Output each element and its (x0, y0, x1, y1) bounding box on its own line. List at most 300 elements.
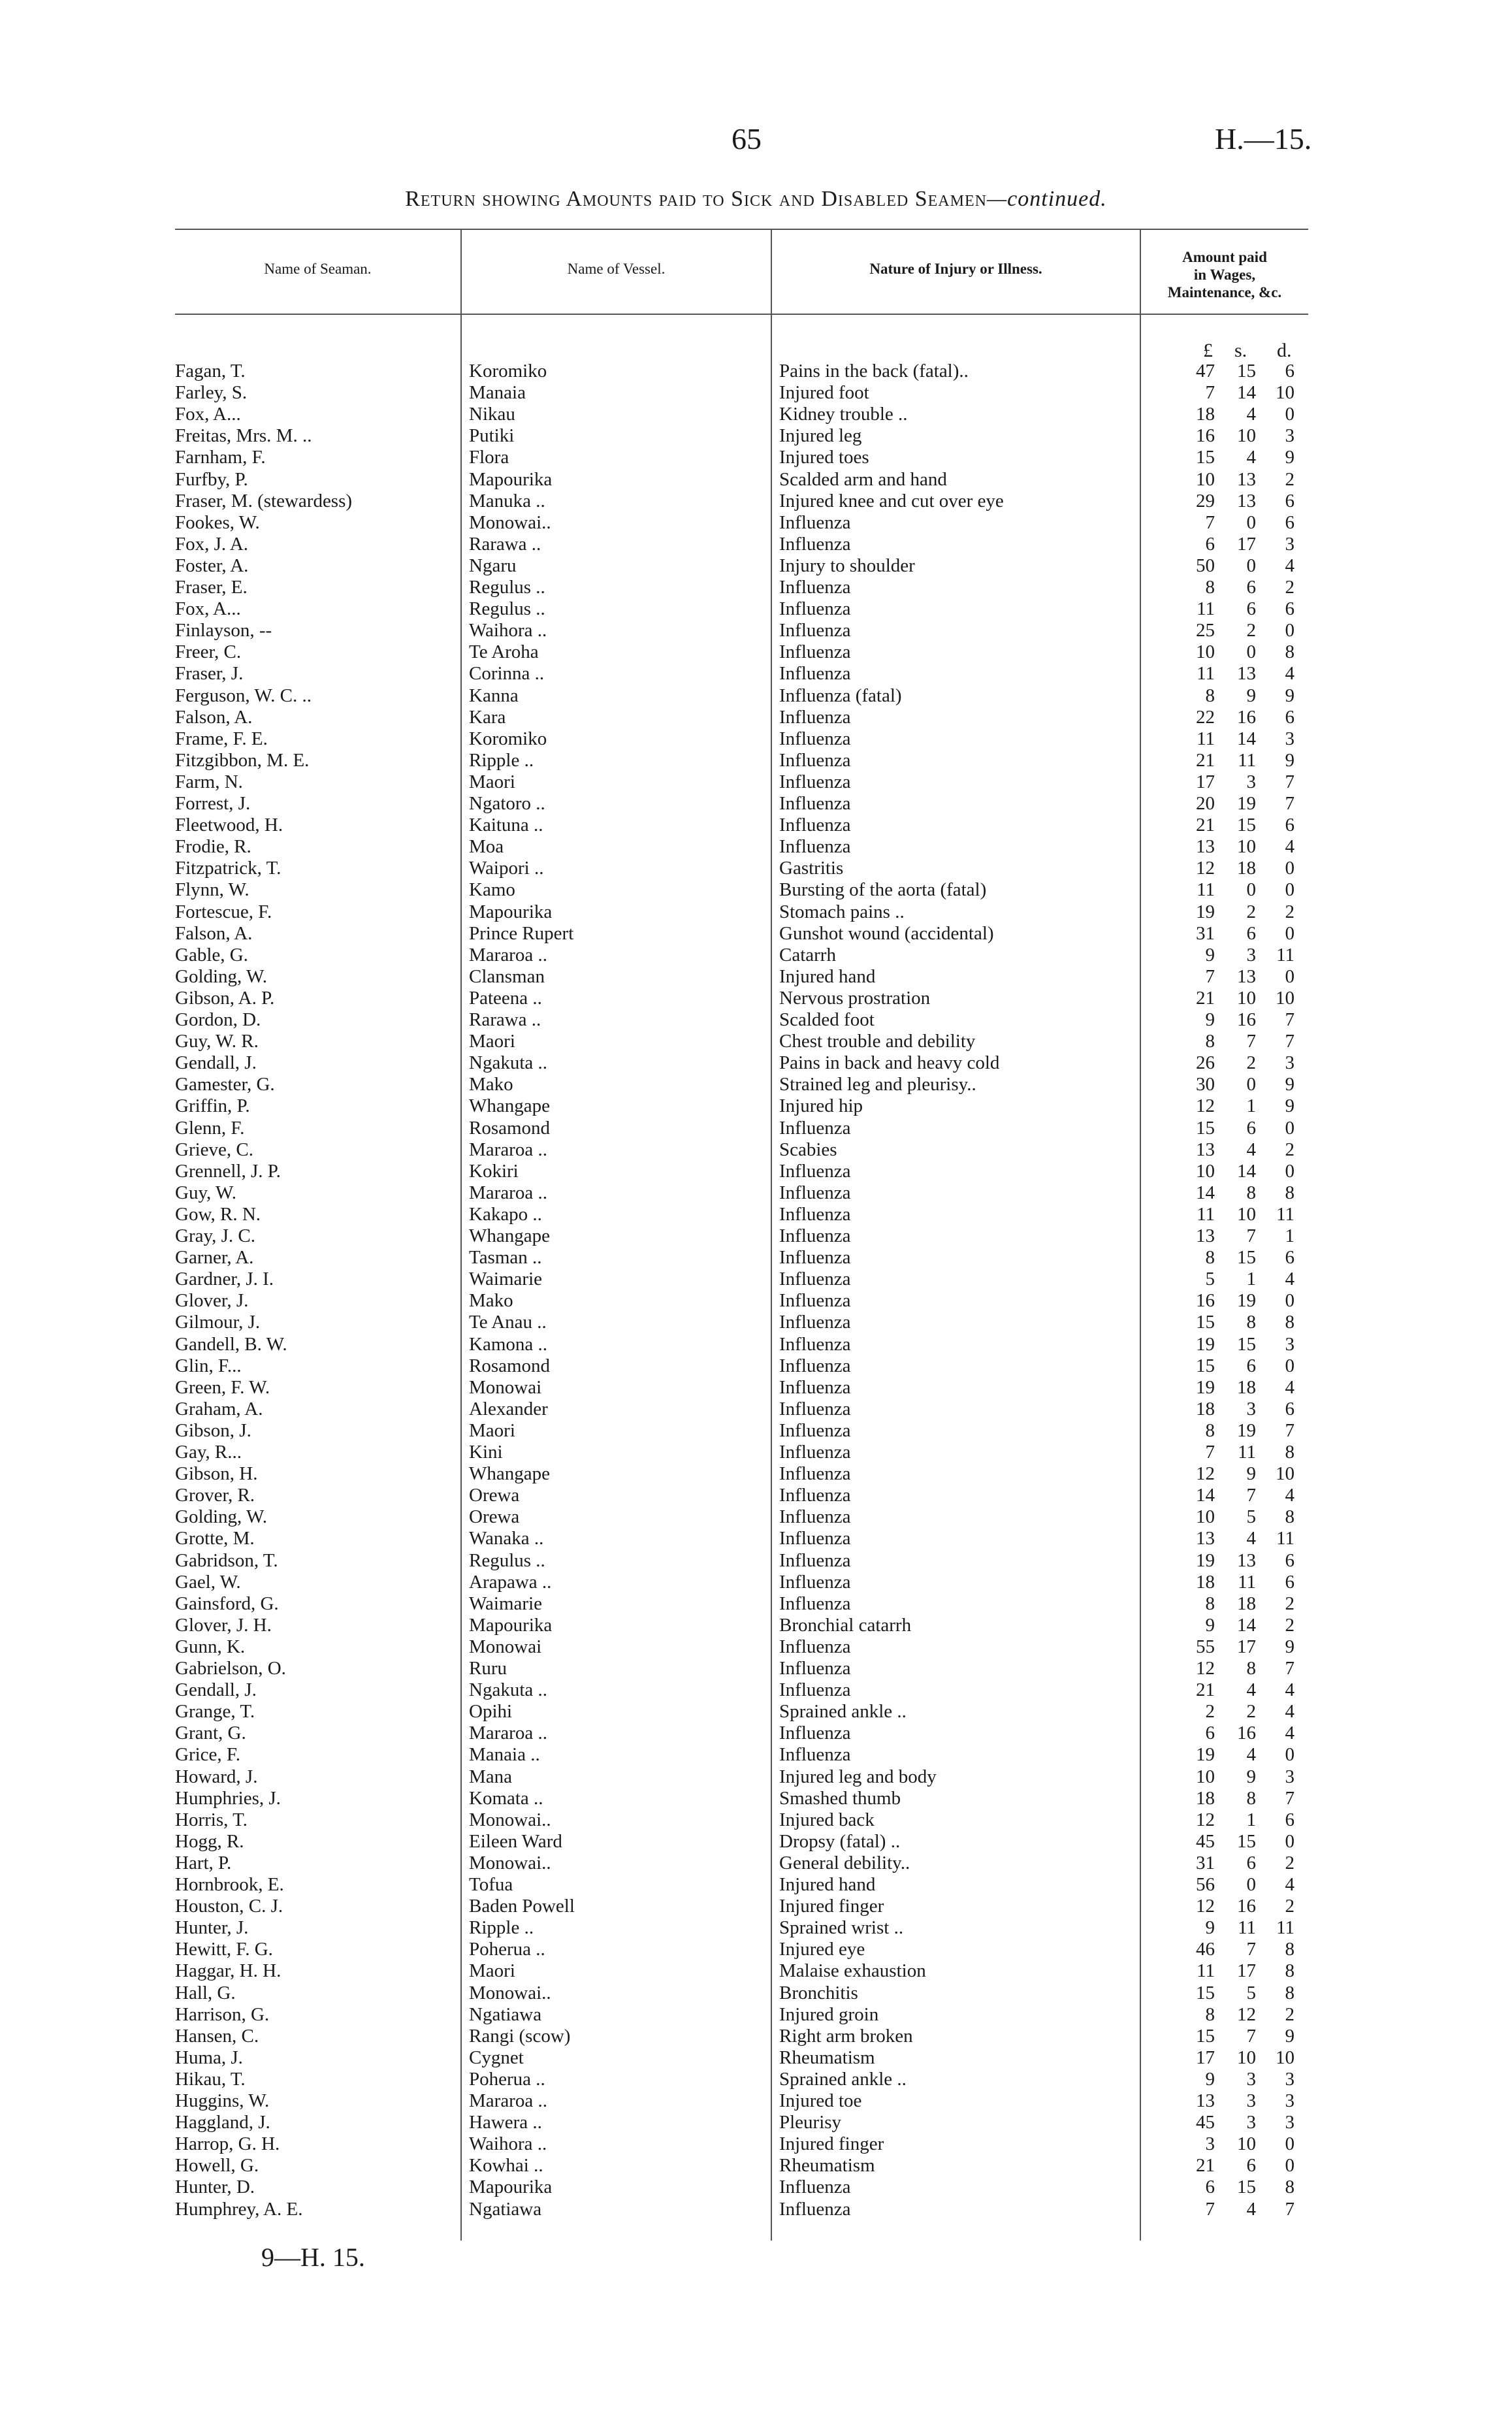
seaman-name: Gandell, B. W. (175, 1333, 287, 1355)
table-row (0, 1701, 1512, 1723)
injury-nature: Pleurisy (779, 2112, 842, 2133)
amount-pence: 0 (1285, 620, 1295, 641)
vessel-name: Mararoa .. (469, 2090, 547, 2111)
vessel-name: Waihora .. (469, 2133, 547, 2155)
injury-nature: Influenza (779, 1203, 851, 1225)
injury-nature: Influenza (779, 1485, 851, 1506)
amount-pounds: 15 (1196, 1117, 1215, 1139)
table-row (0, 1896, 1512, 1917)
vessel-name: Flora (469, 447, 509, 468)
injury-nature: Influenza (779, 1442, 851, 1463)
table-row (0, 728, 1512, 750)
amount-pence: 8 (1285, 1506, 1295, 1528)
amount-shillings: 9 (1246, 1463, 1256, 1485)
vessel-name: Te Aroha (469, 641, 539, 663)
injury-nature: Rheumatism (779, 2047, 875, 2068)
injury-nature: Sprained wrist .. (779, 1917, 904, 1939)
amount-shillings: 7 (1246, 2025, 1256, 2047)
seaman-name: Gibson, H. (175, 1463, 258, 1485)
header-nature-of-injury: Nature of Injury or Illness. (869, 261, 1042, 277)
injury-nature: Catarrh (779, 944, 836, 965)
seaman-name: Haggar, H. H. (175, 1960, 281, 1982)
amount-shillings: 17 (1237, 533, 1256, 555)
seaman-name: Falson, A. (175, 706, 253, 728)
table-row (0, 1572, 1512, 1593)
vessel-name: Maori (469, 1419, 515, 1441)
seaman-name: Foster, A. (175, 555, 249, 576)
amount-shillings: 9 (1246, 685, 1256, 706)
vessel-name: Mapourika (469, 2177, 553, 2198)
injury-nature: Influenza (779, 1571, 851, 1593)
amount-pence: 8 (1285, 2177, 1295, 2198)
injury-nature: Injured hip (779, 1095, 863, 1117)
amount-pence: 7 (1285, 2198, 1295, 2220)
amount-shillings: 0 (1246, 641, 1256, 663)
table-row (0, 707, 1512, 728)
injury-nature: Injured knee and cut over eye (779, 490, 1004, 511)
injury-nature: Injured toe (779, 2090, 862, 2111)
injury-nature: Influenza (779, 706, 851, 728)
amount-shillings: 3 (1246, 944, 1256, 965)
amount-shillings: 3 (1246, 2112, 1256, 2133)
injury-nature: Pains in the back (fatal).. (779, 361, 969, 381)
seaman-name: Ferguson, W. C. .. (175, 685, 312, 706)
seaman-name: Grieve, C. (175, 1139, 253, 1160)
table-row (0, 2047, 1512, 2069)
table-row (0, 1853, 1512, 1874)
injury-nature: Influenza (779, 1333, 851, 1355)
table-row (0, 1831, 1512, 1853)
seaman-name: Finlayson, -- (175, 620, 272, 641)
seaman-name: Fraser, M. (stewardess) (175, 490, 353, 511)
seaman-name: Fookes, W. (175, 511, 260, 533)
vessel-name: Opihi (469, 1701, 513, 1723)
table-row (0, 945, 1512, 966)
injury-nature: Influenza (fatal) (779, 685, 902, 706)
seaman-name: Furfby, P. (175, 468, 248, 490)
table-row (0, 836, 1512, 858)
amount-pounds: 12 (1196, 1095, 1215, 1117)
seaman-name: Gabridson, T. (175, 1549, 278, 1571)
amount-pounds: 56 (1196, 1874, 1215, 1895)
amount-pounds: 5 (1205, 1269, 1215, 1290)
amount-shillings: 17 (1237, 1960, 1256, 1982)
amount-pence: 0 (1285, 858, 1295, 879)
injury-nature: Influenza (779, 620, 851, 641)
seaman-name: Gunn, K. (175, 1636, 246, 1657)
amount-pounds: 10 (1196, 468, 1215, 490)
table-row (0, 1442, 1512, 1463)
amount-pounds: 15 (1196, 1982, 1215, 2003)
table-row (0, 1528, 1512, 1549)
amount-pounds: 8 (1205, 2003, 1215, 2025)
injury-nature: Influenza (779, 836, 851, 858)
injury-nature: Influenza (779, 1723, 851, 1744)
vessel-name: Te Anau .. (469, 1312, 547, 1333)
amount-shillings: 3 (1246, 2090, 1256, 2111)
injury-nature: Smashed thumb (779, 1787, 901, 1809)
vessel-name: Orewa (469, 1485, 520, 1506)
vessel-name: Ruru (469, 1658, 507, 1679)
vessel-name: Mana (469, 1766, 513, 1787)
amount-shillings: 0 (1246, 1874, 1256, 1895)
vessel-name: Mako (469, 1290, 513, 1312)
amount-shillings: 1 (1246, 1809, 1256, 1830)
amount-pence: 4 (1285, 1701, 1295, 1723)
seaman-name: Fraser, J. (175, 663, 244, 685)
page-title (0, 187, 1512, 212)
seaman-name: Frame, F. E. (175, 728, 268, 749)
amount-pounds: 8 (1205, 577, 1215, 598)
amount-pounds: 9 (1205, 1614, 1215, 1636)
amount-pence: 3 (1285, 1052, 1295, 1074)
amount-pence: 11 (1276, 1528, 1295, 1549)
amount-shillings: 18 (1237, 1593, 1256, 1614)
seaman-name: Fitzgibbon, M. E. (175, 749, 310, 771)
vessel-name: Clansman (469, 965, 545, 987)
injury-nature: Bronchitis (779, 1982, 858, 2003)
amount-pence: 0 (1285, 965, 1295, 987)
seaman-name: Glin, F... (175, 1355, 242, 1376)
amount-shillings: 6 (1246, 2155, 1256, 2177)
seaman-name: Hall, G. (175, 1982, 236, 2003)
amount-shillings: 3 (1246, 1398, 1256, 1419)
seaman-name: Humphrey, A. E. (175, 2198, 303, 2220)
injury-nature: Influenza (779, 641, 851, 663)
injury-nature: Influenza (779, 663, 851, 685)
amount-pounds: 26 (1196, 1052, 1215, 1074)
injury-nature: Injured groin (779, 2003, 879, 2025)
table-row (0, 2155, 1512, 2177)
injury-nature: Injured finger (779, 1896, 884, 1917)
seaman-name: Hunter, D. (175, 2177, 255, 2198)
vessel-name: Kowhai .. (469, 2155, 543, 2177)
seaman-name: Fox, A... (175, 598, 241, 620)
amount-shillings: 14 (1237, 728, 1256, 749)
amount-pounds: 13 (1196, 1225, 1215, 1246)
amount-pounds: 6 (1205, 1723, 1215, 1744)
vessel-name: Prince Rupert (469, 922, 574, 944)
amount-pounds: 11 (1197, 728, 1215, 749)
vessel-name: Monowai (469, 1636, 542, 1657)
vessel-name: Mararoa .. (469, 1723, 547, 1744)
amount-pence: 0 (1285, 879, 1295, 901)
amount-pounds: 29 (1196, 490, 1215, 511)
vessel-name: Waimarie (469, 1593, 542, 1614)
amount-pounds: 9 (1205, 944, 1215, 965)
amount-shillings: 14 (1237, 382, 1256, 404)
amount-pounds: 8 (1205, 1031, 1215, 1052)
amount-pence: 10 (1276, 2047, 1295, 2068)
seaman-name: Harrop, G. H. (175, 2133, 280, 2155)
amount-pence: 3 (1285, 2112, 1295, 2133)
amount-shillings: 5 (1246, 1506, 1256, 1528)
injury-nature: Injured toes (779, 447, 869, 468)
table-row (0, 491, 1512, 512)
seaman-name: Haggland, J. (175, 2112, 270, 2133)
amount-pence: 3 (1285, 2068, 1295, 2090)
vessel-name: Waihora .. (469, 620, 547, 641)
amount-pounds: 9 (1205, 1009, 1215, 1030)
seaman-name: Gable, G. (175, 944, 248, 965)
vessel-name: Mararoa .. (469, 1182, 547, 1203)
vessel-name: Maori (469, 771, 515, 792)
seaman-name: Hornbrook, E. (175, 1874, 284, 1895)
amount-pounds: 30 (1196, 1074, 1215, 1095)
amount-pounds: 21 (1196, 815, 1215, 836)
amount-pence: 4 (1285, 1269, 1295, 1290)
table-row (0, 1290, 1512, 1312)
seaman-name: Garner, A. (175, 1247, 254, 1269)
amount-pence: 9 (1285, 1095, 1295, 1117)
table-row (0, 2004, 1512, 2026)
seaman-name: Guy, W. R. (175, 1031, 259, 1052)
vessel-name: Putiki (469, 425, 515, 447)
seaman-name: Grice, F. (175, 1744, 240, 1766)
amount-pounds: 18 (1196, 1571, 1215, 1593)
seaman-name: Gibson, J. (175, 1419, 251, 1441)
amount-pounds: 19 (1196, 1376, 1215, 1398)
amount-pence: 3 (1285, 1766, 1295, 1787)
injury-nature: Dropsy (fatal) .. (779, 1830, 901, 1852)
amount-pence: 0 (1285, 1117, 1295, 1139)
seaman-name: Fox, A... (175, 404, 241, 425)
amount-pence: 0 (1285, 2155, 1295, 2177)
table-row (0, 361, 1512, 382)
vessel-name: Mararoa .. (469, 1139, 547, 1160)
amount-pounds: 8 (1205, 685, 1215, 706)
amount-pounds: 21 (1196, 749, 1215, 771)
vessel-name: Koromiko (469, 728, 547, 749)
vessel-name: Manuka .. (469, 490, 545, 511)
amount-shillings: 6 (1246, 1117, 1256, 1139)
amount-shillings: 7 (1246, 1225, 1256, 1246)
vessel-name: Kakapo .. (469, 1203, 542, 1225)
table-row (0, 1679, 1512, 1701)
amount-shillings: 2 (1246, 1052, 1256, 1074)
amount-pence: 4 (1285, 555, 1295, 576)
vessel-name: Arapawa .. (469, 1571, 552, 1593)
injury-nature: Influenza (779, 1225, 851, 1246)
injury-nature: Stomach pains .. (779, 901, 905, 922)
amount-pence: 6 (1285, 1247, 1295, 1269)
table-row (0, 1809, 1512, 1831)
table-row (0, 901, 1512, 923)
vessel-name: Maori (469, 1960, 515, 1982)
injury-nature: Influenza (779, 1290, 851, 1312)
injury-nature: Influenza (779, 1658, 851, 1679)
amount-shillings: 1 (1246, 1095, 1256, 1117)
amount-pounds: 25 (1196, 620, 1215, 641)
table-row (0, 1874, 1512, 1896)
amount-shillings: 8 (1246, 1182, 1256, 1203)
amount-pence: 0 (1285, 2133, 1295, 2155)
injury-nature: Injured leg and body (779, 1766, 937, 1787)
amount-pounds: 13 (1196, 2090, 1215, 2111)
vessel-name: Kamo (469, 879, 515, 901)
seaman-name: Farley, S. (175, 382, 248, 404)
vessel-name: Monowai.. (469, 1852, 551, 1873)
table-row (0, 1334, 1512, 1355)
seaman-name: Forrest, J. (175, 793, 251, 814)
injury-nature: Scalded arm and hand (779, 468, 947, 490)
seaman-name: Flynn, W. (175, 879, 249, 901)
amount-pounds: 8 (1205, 1593, 1215, 1614)
amount-pounds: 45 (1196, 1830, 1215, 1852)
injury-nature: Influenza (779, 1355, 851, 1376)
table-row (0, 1074, 1512, 1095)
amount-shillings: 14 (1237, 1614, 1256, 1636)
seaman-name: Gainsford, G. (175, 1593, 279, 1614)
injury-nature: Influenza (779, 2198, 851, 2220)
table-row (0, 750, 1512, 771)
amount-pounds: 8 (1205, 1419, 1215, 1441)
amount-pence: 8 (1285, 1312, 1295, 1333)
injury-nature: Influenza (779, 2177, 851, 2198)
injury-nature: Gunshot wound (accidental) (779, 922, 994, 944)
amount-pounds: 46 (1196, 1939, 1215, 1960)
injury-nature: Influenza (779, 511, 851, 533)
seaman-name: Gow, R. N. (175, 1203, 261, 1225)
amount-shillings: 9 (1246, 1766, 1256, 1787)
table-row (0, 1960, 1512, 1982)
seaman-name: Gendall, J. (175, 1052, 257, 1074)
vessel-name: Rangi (scow) (469, 2025, 571, 2047)
table-row (0, 404, 1512, 425)
amount-pounds: 17 (1196, 2047, 1215, 2068)
amount-pounds: 6 (1205, 2177, 1215, 2198)
vessel-name: Koromiko (469, 361, 547, 381)
amount-shillings: 16 (1237, 1896, 1256, 1917)
amount-shillings: 16 (1237, 1723, 1256, 1744)
table-row (0, 2090, 1512, 2112)
amount-pence: 11 (1276, 944, 1295, 965)
amount-pounds: 16 (1196, 1290, 1215, 1312)
amount-shillings: 13 (1237, 965, 1256, 987)
amount-pounds: 22 (1196, 706, 1215, 728)
amount-pounds: 21 (1196, 987, 1215, 1009)
vessel-name: Waimarie (469, 1269, 542, 1290)
vessel-name: Tofua (469, 1874, 513, 1895)
amount-pence: 7 (1285, 1419, 1295, 1441)
amount-pounds: 15 (1196, 1355, 1215, 1376)
seaman-name: Fox, J. A. (175, 533, 249, 555)
table-row (0, 641, 1512, 663)
amount-pence: 11 (1276, 1917, 1295, 1939)
injury-nature: Influenza (779, 793, 851, 814)
seaman-name: Harrison, G. (175, 2003, 270, 2025)
header-amount-line2: in Wages, (1193, 267, 1256, 283)
amount-pounds: 16 (1196, 425, 1215, 447)
amount-pence: 8 (1285, 1960, 1295, 1982)
seaman-name: Gibson, A. P. (175, 987, 275, 1009)
amount-shillings: 0 (1246, 555, 1256, 576)
seaman-name: Gardner, J. I. (175, 1269, 274, 1290)
amount-shillings: 16 (1237, 706, 1256, 728)
vessel-name: Ripple .. (469, 749, 534, 771)
seaman-name: Grover, R. (175, 1485, 255, 1506)
amount-pounds: 45 (1196, 2112, 1215, 2133)
injury-nature: Chest trouble and debility (779, 1031, 976, 1052)
table-row (0, 2133, 1512, 2155)
seaman-name: Hikau, T. (175, 2068, 246, 2090)
amount-pounds: 12 (1196, 1896, 1215, 1917)
seaman-name: Hart, P. (175, 1852, 232, 1873)
table-row (0, 1355, 1512, 1377)
amount-pounds: 12 (1196, 1809, 1215, 1830)
amount-pounds: 11 (1197, 663, 1215, 685)
seaman-name: Green, F. W. (175, 1376, 270, 1398)
amount-pounds: 31 (1196, 922, 1215, 944)
table-row (0, 447, 1512, 468)
unit-pounds: £ (1203, 340, 1213, 361)
injury-nature: Influenza (779, 1269, 851, 1290)
injury-nature: Influenza (779, 1312, 851, 1333)
seaman-name: Griffin, P. (175, 1095, 250, 1117)
amount-pounds: 9 (1205, 1917, 1215, 1939)
seaman-name: Guy, W. (175, 1182, 236, 1203)
vessel-name: Waipori .. (469, 858, 544, 879)
title-continued: —continued. (986, 187, 1107, 211)
table-row (0, 858, 1512, 879)
amount-pence: 3 (1285, 2090, 1295, 2111)
amount-pounds: 17 (1196, 771, 1215, 792)
seaman-name: Glenn, F. (175, 1117, 245, 1139)
vessel-name: Maori (469, 1031, 515, 1052)
amount-shillings: 7 (1246, 1939, 1256, 1960)
vessel-name: Ngatiawa (469, 2003, 542, 2025)
amount-pence: 9 (1285, 1074, 1295, 1095)
injury-nature: Injured foot (779, 382, 869, 404)
vessel-name: Ripple .. (469, 1917, 534, 1939)
vessel-name: Orewa (469, 1506, 520, 1528)
table-row (0, 2177, 1512, 2198)
amount-shillings: 11 (1238, 749, 1256, 771)
vessel-name: Alexander (469, 1398, 548, 1419)
vessel-name: Regulus .. (469, 598, 545, 620)
seaman-name: Howell, G. (175, 2155, 259, 2177)
seaman-name: Freer, C. (175, 641, 242, 663)
injury-nature: Injured finger (779, 2133, 884, 2155)
amount-shillings: 4 (1246, 1528, 1256, 1549)
amount-shillings: 4 (1246, 447, 1256, 468)
amount-pounds: 10 (1196, 1160, 1215, 1182)
amount-shillings: 14 (1237, 1160, 1256, 1182)
table-row (0, 1204, 1512, 1225)
amount-pounds: 18 (1196, 404, 1215, 425)
amount-shillings: 4 (1246, 1679, 1256, 1701)
amount-shillings: 11 (1238, 1571, 1256, 1593)
amount-shillings: 13 (1237, 490, 1256, 511)
amount-shillings: 4 (1246, 2198, 1256, 2220)
seaman-name: Fagan, T. (175, 361, 246, 381)
amount-pence: 6 (1285, 815, 1295, 836)
amount-shillings: 2 (1246, 1701, 1256, 1723)
amount-shillings: 6 (1246, 577, 1256, 598)
amount-pence: 6 (1285, 1549, 1295, 1571)
amount-pence: 7 (1285, 1787, 1295, 1809)
vessel-name: Kara (469, 706, 506, 728)
amount-pence: 7 (1285, 1009, 1295, 1030)
amount-pence: 2 (1285, 577, 1295, 598)
injury-nature: Injured hand (779, 965, 876, 987)
amount-pence: 0 (1285, 404, 1295, 425)
table-row (0, 2199, 1512, 2220)
injury-nature: Injured hand (779, 1874, 876, 1895)
amount-shillings: 13 (1237, 1549, 1256, 1571)
vessel-name: Kanna (469, 685, 519, 706)
injury-nature: Kidney trouble .. (779, 404, 908, 425)
